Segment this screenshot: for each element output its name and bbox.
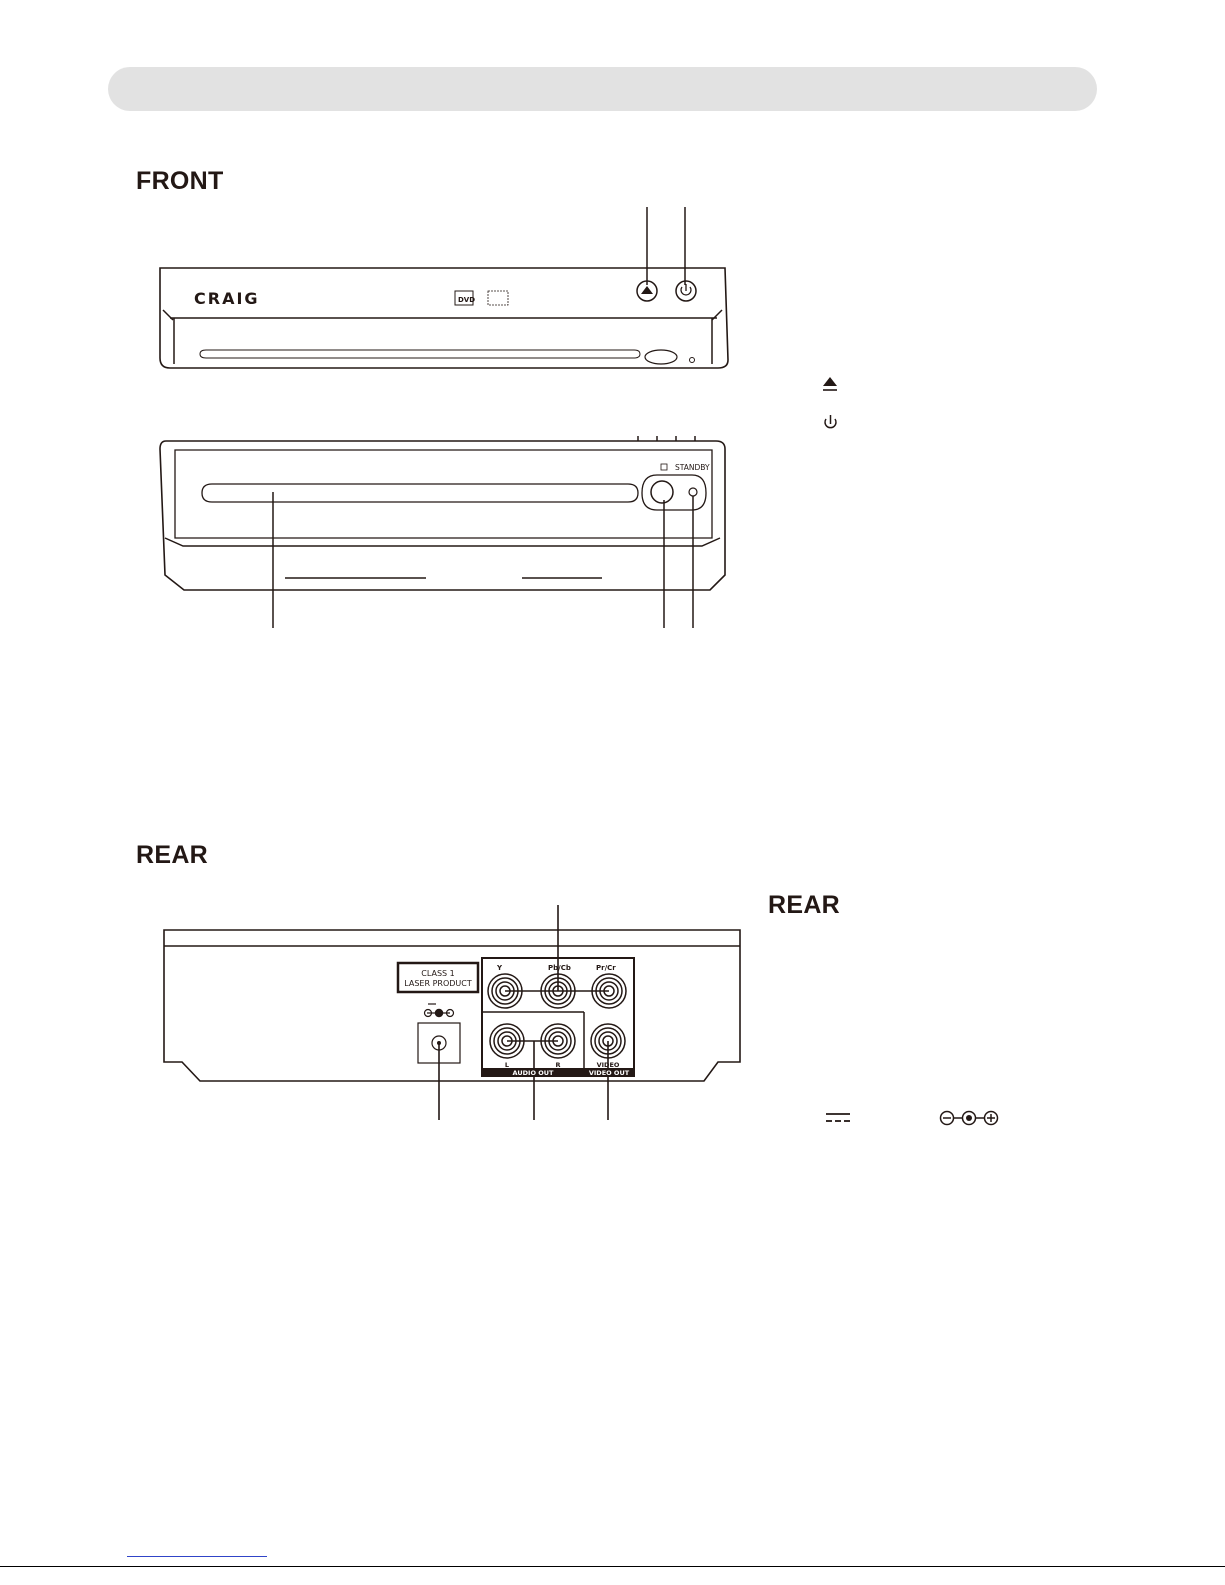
footer-link-underline — [127, 1556, 267, 1557]
dvd-logo: DVD — [458, 296, 476, 304]
jack-label-y: Y — [497, 964, 503, 972]
jack-label-r: R — [555, 1061, 561, 1069]
rear-view — [164, 905, 740, 1120]
dc-symbol-icon — [826, 1114, 850, 1121]
front-section-title: FRONT — [136, 167, 224, 195]
jack-label-l: L — [504, 1061, 510, 1069]
audio-out-label: AUDIO OUT — [512, 1069, 554, 1077]
rear-section-title: REAR — [136, 841, 209, 869]
laser-label-line2: LASER PRODUCT — [404, 979, 472, 988]
standby-label: STANDBY — [675, 463, 710, 472]
disc-slot — [202, 484, 638, 502]
eject-icon — [641, 286, 653, 294]
jack-label-pb: Pb/Cb — [548, 964, 571, 972]
brand-logo: CRAIG — [194, 289, 260, 308]
rear-side-title: REAR — [768, 891, 841, 919]
laser-label-line1: CLASS 1 — [421, 969, 455, 978]
footer-rule — [0, 1566, 1225, 1567]
polarity-symbol-icon — [941, 1112, 998, 1125]
eject-icon — [823, 377, 837, 386]
jack-label-pr: Pr/Cr — [596, 964, 616, 972]
jack-label-video: VIDEO — [596, 1061, 620, 1069]
standby-indicator — [689, 488, 697, 496]
video-out-label: VIDEO OUT — [588, 1069, 630, 1077]
front-front-view — [160, 436, 725, 628]
remote-sensor — [651, 481, 673, 503]
front-top-view — [160, 207, 728, 368]
